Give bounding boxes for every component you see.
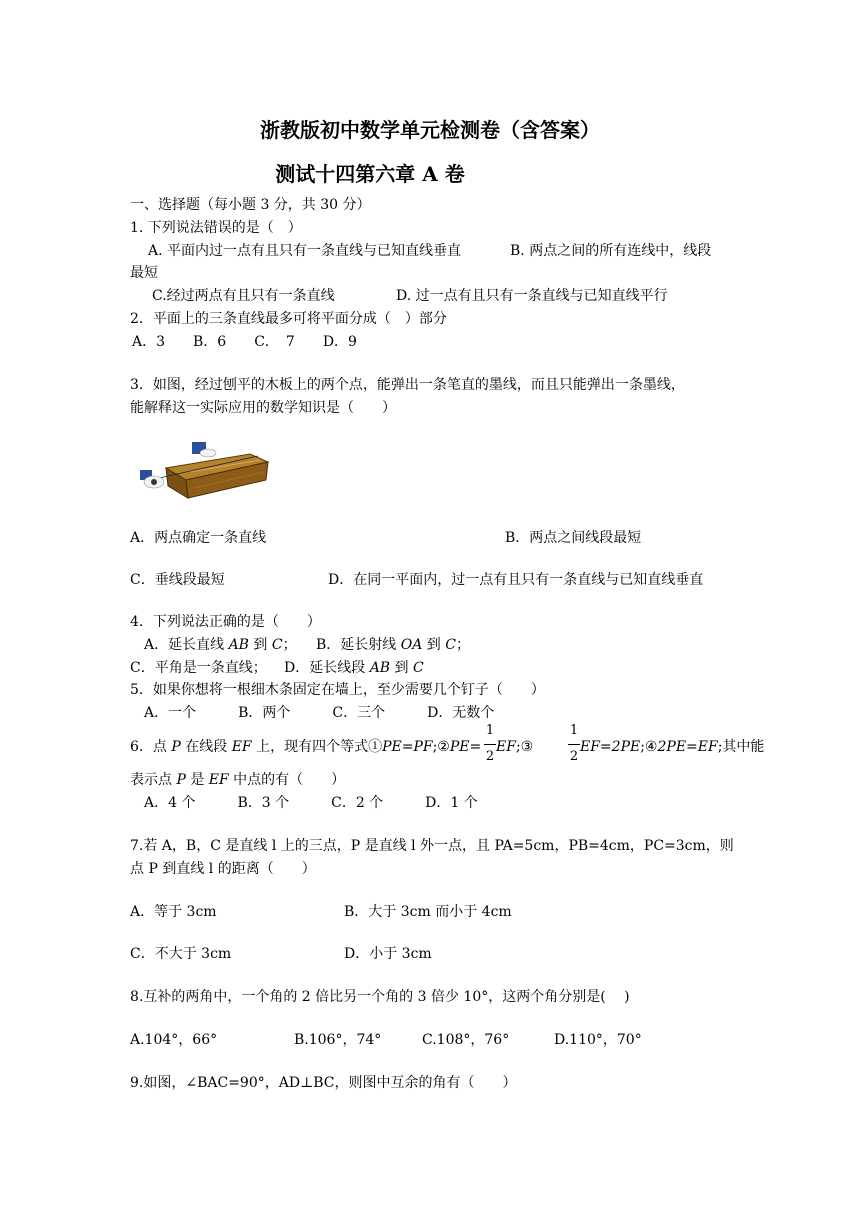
- q6-fraction-1-bar: [484, 744, 496, 745]
- q2-stem: 2．平面上的三条直线最多可将平面分成（ ）部分: [130, 311, 447, 327]
- q7-stem-line1: 7.若 A，B，C 是直线 l 上的三点，P 是直线 l 外一点，且 PA=5cm，PB=4cm，PC=3cm，则: [130, 838, 734, 854]
- q6-fraction-2-denominator: 2: [569, 749, 579, 764]
- q6-options: A．4 个 B．3 个 C．2 个 D．1 个: [144, 795, 478, 811]
- q3-option-c: C．垂线段最短: [130, 572, 225, 588]
- q4-option-b: B．延长射线 OA 到 C；: [316, 637, 470, 653]
- q5-options: A．一个 B．两个 C．三个 D．无数个: [144, 705, 495, 721]
- q9-stem: 9.如图，∠BAC=90°，AD⊥BC，则图中互余的角有（ ）: [130, 1075, 517, 1091]
- q1-option-d: D. 过一点有且只有一条直线与已知直线平行: [396, 288, 668, 304]
- q8-stem: 8.互补的两角中，一个角的 2 倍比另一个角的 3 倍少 10°，这两个角分别是( ): [130, 989, 630, 1005]
- q6-stem-line2: 表示点 P 是 EF 中点的有（ ）: [130, 772, 346, 788]
- q8-option-c: C.108°，76°: [422, 1032, 510, 1048]
- q1-option-a: A. 平面内过一点有且只有一条直线与已知直线垂直: [148, 243, 462, 259]
- q3-stem-line2: 能解释这一实际应用的数学知识是（ ）: [130, 400, 396, 416]
- q6-fraction-2-bar: [568, 744, 580, 745]
- q6-stem-line1-part2: EF;③: [496, 739, 534, 755]
- q3-option-b: B．两点之间线段最短: [505, 530, 642, 546]
- q2-options: A．3 B．6 C． 7 D．9: [132, 334, 357, 350]
- q8-option-a: A.104°，66°: [130, 1032, 218, 1048]
- wooden-board-illustration: [130, 440, 270, 500]
- q6-fraction-1-numerator: 1: [485, 723, 495, 738]
- q4-option-a: A．延长直线 AB 到 C；: [144, 637, 297, 653]
- q3-option-d: D．在同一平面内，过一点有且只有一条直线与已知直线垂直: [328, 572, 704, 588]
- q4-stem: 4．下列说法正确的是（ ）: [130, 614, 321, 630]
- q6-stem-line1-part3: EF=2PE;④2PE=EF;其中能: [580, 739, 765, 755]
- q7-option-c: C．不大于 3cm: [130, 946, 232, 962]
- q6-fraction-1-denominator: 2: [485, 749, 495, 764]
- q1-stem: 1. 下列说法错误的是（ ）: [130, 220, 302, 236]
- q8-option-d: D.110°，70°: [554, 1032, 642, 1048]
- q6-fraction-2-numerator: 1: [569, 723, 579, 738]
- document-title: 浙教版初中数学单元检测卷（含答案）: [260, 118, 600, 142]
- q7-option-d: D．小于 3cm: [344, 946, 432, 962]
- section-heading: 一、选择题（每小题 3 分，共 30 分）: [130, 197, 371, 213]
- q7-stem-line2: 点 P 到直线 l 的距离（ ）: [130, 861, 316, 877]
- q7-option-a: A．等于 3cm: [130, 904, 217, 920]
- q1-option-b-continued: 最短: [130, 265, 158, 281]
- document-subtitle: 测试十四第六章 A 卷: [275, 162, 465, 186]
- q6-stem-line1: 6．点 P 在线段 EF 上，现有四个等式①PE=PF;②PE=: [130, 739, 482, 755]
- q1-option-b: B. 两点之间的所有连线中，线段: [510, 243, 712, 259]
- q4-option-d: D．延长线段 AB 到 C: [284, 660, 424, 676]
- q8-option-b: B.106°，74°: [294, 1032, 382, 1048]
- q3-option-a: A．两点确定一条直线: [130, 530, 267, 546]
- q7-option-b: B．大于 3cm 而小于 4cm: [344, 904, 512, 920]
- q4-option-c: C．平角是一条直线；: [130, 660, 267, 676]
- q1-option-c: C.经过两点有且只有一条直线: [152, 288, 335, 304]
- q5-stem: 5．如果你想将一根细木条固定在墙上，至少需要几个钉子（ ）: [130, 682, 545, 698]
- q3-stem-line1: 3．如图，经过刨平的木板上的两个点，能弹出一条笔直的墨线，而且只能弹出一条墨线，: [130, 377, 685, 393]
